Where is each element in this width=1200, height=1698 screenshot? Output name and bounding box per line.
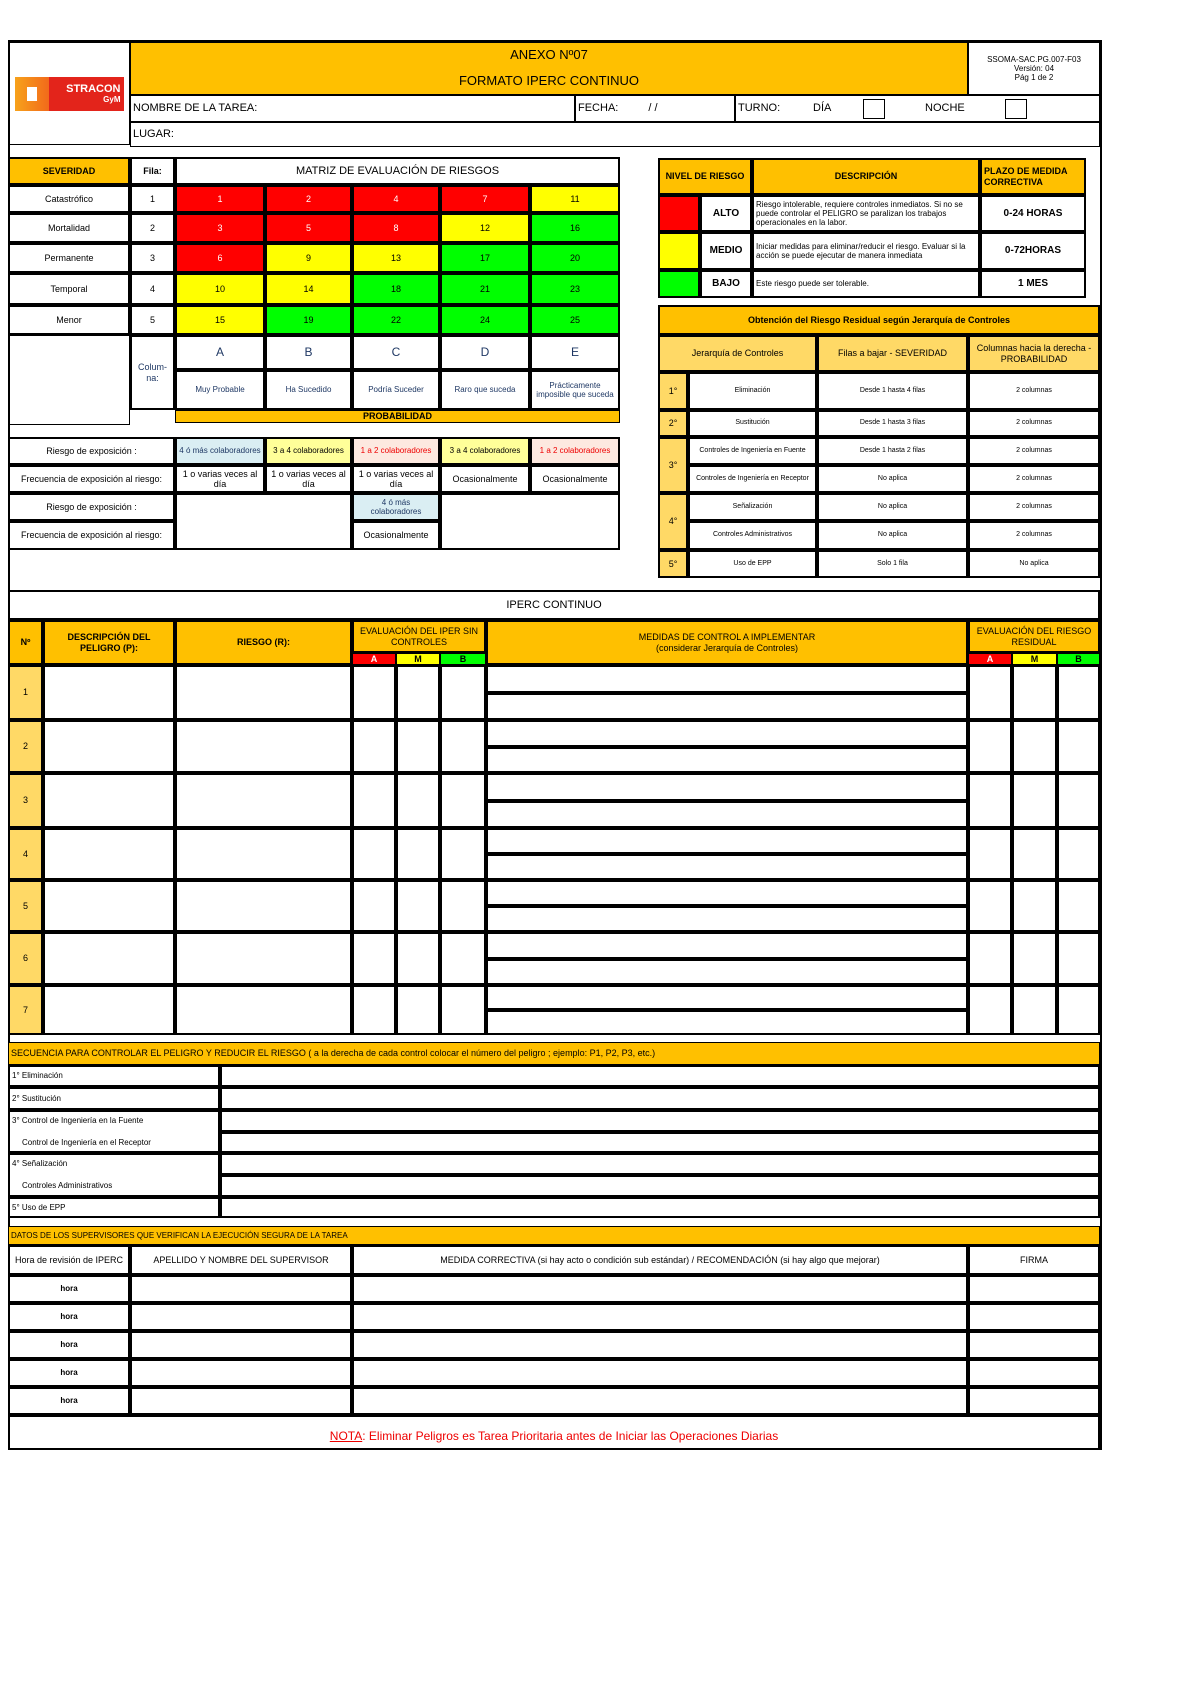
night-checkbox[interactable] xyxy=(1005,99,1027,119)
frequency-label: Frecuencia de exposición al riesgo: xyxy=(8,521,175,550)
risk-cell: 25 xyxy=(530,305,620,335)
severity-label: Menor xyxy=(8,305,130,335)
measure-input[interactable] xyxy=(486,906,968,932)
corrective-measure-input[interactable] xyxy=(352,1275,968,1303)
sequence-label: Controles Administrativos xyxy=(22,1181,113,1191)
severity-rows: Desde 1 hasta 4 filas xyxy=(817,372,968,410)
hierarchy-number: 1° xyxy=(658,372,688,410)
exposure-label: Riesgo de exposición : xyxy=(8,493,175,521)
exposure-value: 1 a 2 colaboradores xyxy=(530,437,620,465)
measure-input[interactable] xyxy=(486,665,968,693)
risk-cell: 2 xyxy=(265,185,352,213)
hazard-input[interactable] xyxy=(43,932,175,985)
eval-checkbox[interactable] xyxy=(352,665,396,720)
hierarchy-number: 5° xyxy=(658,550,688,578)
legend-description: Riesgo intolerable, requiere controles inmediatos. Si no se puede controlar el PELIGRO se paralizan los trabajos operacionales en la labor. xyxy=(752,195,980,232)
severity-header: SEVERIDAD xyxy=(8,157,130,185)
exposure-value: 4 ó más colaboradores xyxy=(352,493,440,521)
eval-checkbox[interactable] xyxy=(352,985,396,1035)
level-M: M xyxy=(396,653,440,665)
residual-checkbox[interactable] xyxy=(1012,720,1057,773)
residual-checkbox[interactable] xyxy=(1012,828,1057,880)
risk-cell: 16 xyxy=(530,213,620,243)
hazard-input[interactable] xyxy=(43,665,175,720)
legend-level-header: NIVEL DE RIESGO xyxy=(658,158,752,195)
hazard-input[interactable] xyxy=(43,828,175,880)
risk-input[interactable] xyxy=(175,720,352,773)
measure-input[interactable] xyxy=(486,828,968,854)
legend-color-swatch xyxy=(658,195,700,232)
risk-cell: 7 xyxy=(440,185,530,213)
legend-level: BAJO xyxy=(700,270,752,298)
probability-columns: 2 columnas xyxy=(968,465,1100,493)
severity-rows: No aplica xyxy=(817,493,968,521)
risk-cell: 1 xyxy=(175,185,265,213)
supervisor-header-h2: APELLIDO Y NOMBRE DEL SUPERVISOR xyxy=(130,1245,352,1275)
task-name-field[interactable]: NOMBRE DE LA TAREA: xyxy=(130,95,575,122)
risk-cell: 3 xyxy=(175,213,265,243)
exposure-label: Riesgo de exposición : xyxy=(8,437,175,465)
severity-label: Catastrófico xyxy=(8,185,130,213)
corrective-measure-input[interactable] xyxy=(352,1303,968,1331)
residual-checkbox[interactable] xyxy=(968,665,1012,720)
annex-number: ANEXO Nº07 xyxy=(510,47,588,63)
row-header: Fila: xyxy=(130,157,175,185)
probability-desc: Muy Probable xyxy=(175,370,265,410)
header-measures: MEDIDAS DE CONTROL A IMPLEMENTAR (considerar Jerarquía de Controles) xyxy=(486,620,968,665)
legend-level: ALTO xyxy=(700,195,752,232)
legend-term: 0-72HORAS xyxy=(980,232,1086,270)
measure-input[interactable] xyxy=(486,747,968,773)
risk-cell: 13 xyxy=(352,243,440,273)
eval-checkbox[interactable] xyxy=(440,665,486,720)
measure-input[interactable] xyxy=(486,959,968,985)
header-number: Nº xyxy=(8,620,43,665)
eval-checkbox[interactable] xyxy=(352,880,396,932)
severity-rows: No aplica xyxy=(817,465,968,493)
control-name: Señalización xyxy=(688,493,817,521)
sequence-label: Control de Ingeniería en el Receptor xyxy=(22,1137,151,1147)
shift-field: TURNO: DÍA NOCHE xyxy=(735,95,1100,122)
row-number: 2 xyxy=(8,720,43,773)
blank-cell xyxy=(440,493,620,550)
residual-header-severity: Filas a bajar - SEVERIDAD xyxy=(817,335,968,372)
exposure-value: 3 a 4 colaboradores xyxy=(265,437,352,465)
probability-columns: 2 columnas xyxy=(968,437,1100,465)
measure-input[interactable] xyxy=(486,801,968,828)
legend-term: 1 MES xyxy=(980,270,1086,298)
probability-columns: 2 columnas xyxy=(968,493,1100,521)
hierarchy-number: 4° xyxy=(658,493,688,550)
frequency-value: 1 o varias veces al día xyxy=(265,465,352,493)
risk-cell: 20 xyxy=(530,243,620,273)
column-letter: C xyxy=(352,335,440,370)
eval-checkbox[interactable] xyxy=(396,773,440,828)
eval-checkbox[interactable] xyxy=(440,773,486,828)
row-number: 1 xyxy=(130,185,175,213)
risk-input[interactable] xyxy=(175,932,352,985)
hazard-input[interactable] xyxy=(43,880,175,932)
column-letter: D xyxy=(440,335,530,370)
signature-input[interactable] xyxy=(968,1275,1100,1303)
signature-input[interactable] xyxy=(968,1331,1100,1359)
supervisor-header-h3: MEDIDA CORRECTIVA (si hay acto o condición sub estándar) / RECOMENDACIÓN (si hay algo que mejorar) xyxy=(352,1245,968,1275)
residual-checkbox[interactable] xyxy=(968,828,1012,880)
eval-checkbox[interactable] xyxy=(352,720,396,773)
risk-cell: 15 xyxy=(175,305,265,335)
eval-checkbox[interactable] xyxy=(396,665,440,720)
signature-input[interactable] xyxy=(968,1303,1100,1331)
row-number: 3 xyxy=(8,773,43,828)
eval-checkbox[interactable] xyxy=(396,720,440,773)
control-name: Sustitución xyxy=(688,410,817,437)
hazard-input[interactable] xyxy=(43,985,175,1035)
severity-label: Mortalidad xyxy=(8,213,130,243)
blank-cell xyxy=(175,493,352,550)
measure-input[interactable] xyxy=(486,854,968,880)
legend-description: Iniciar medidas para eliminar/reducir el riesgo. Evaluar si la acción se puede ejecutar de manera inmediata xyxy=(752,232,980,270)
sequence-label: 3° Control de Ingeniería en la Fuente xyxy=(12,1116,144,1126)
row-number: 6 xyxy=(8,932,43,985)
frequency-value: 1 o varias veces al día xyxy=(175,465,265,493)
exposure-value: 1 a 2 colaboradores xyxy=(352,437,440,465)
legend-term-header: PLAZO DE MEDIDA CORRECTIVA xyxy=(980,158,1086,195)
residual-checkbox[interactable] xyxy=(1057,665,1100,720)
eval-checkbox[interactable] xyxy=(396,828,440,880)
matrix-title: MATRIZ DE EVALUACIÓN DE RIESGOS xyxy=(175,157,620,185)
note-text: : Eliminar Peligros es Tarea Prioritaria antes de Iniciar las Operaciones Diarias xyxy=(362,1429,779,1444)
probability-desc: Prácticamente imposible que suceda xyxy=(530,370,620,410)
exposure-value: 4 ó más colaboradores xyxy=(175,437,265,465)
row-number: 7 xyxy=(8,985,43,1035)
residual-checkbox[interactable] xyxy=(1057,880,1100,932)
risk-cell: 22 xyxy=(352,305,440,335)
residual-checkbox[interactable] xyxy=(1012,665,1057,720)
risk-cell: 23 xyxy=(530,273,620,305)
residual-checkbox[interactable] xyxy=(968,932,1012,985)
severity-rows: Desde 1 hasta 3 filas xyxy=(817,410,968,437)
legend-description: Este riesgo puede ser tolerable. xyxy=(752,270,980,298)
stracon-logo: STRACON GyM xyxy=(15,77,124,111)
hierarchy-number: 2° xyxy=(658,410,688,437)
header-eval: EVALUACIÓN DEL IPER SIN CONTROLES xyxy=(352,620,486,653)
residual-checkbox[interactable] xyxy=(968,720,1012,773)
measure-input[interactable] xyxy=(486,985,968,1010)
sequence-label: 5° Uso de EPP xyxy=(12,1202,66,1212)
control-name: Controles de Ingeniería en Receptor xyxy=(688,465,817,493)
sequence-label: 1° Eliminación xyxy=(12,1071,63,1081)
residual-level-M: M xyxy=(1012,653,1057,665)
row-number: 5 xyxy=(8,880,43,932)
risk-input[interactable] xyxy=(175,773,352,828)
column-letter: A xyxy=(175,335,265,370)
row-number: 4 xyxy=(8,828,43,880)
row-number: 1 xyxy=(8,665,43,720)
risk-cell: 4 xyxy=(352,185,440,213)
form-title: FORMATO IPERC CONTINUO xyxy=(458,72,640,88)
eval-checkbox[interactable] xyxy=(440,880,486,932)
sequence-input[interactable] xyxy=(220,1087,1100,1110)
risk-input[interactable] xyxy=(175,665,352,720)
supervisor-header-h1: Hora de revisión de IPERC xyxy=(8,1245,130,1275)
risk-cell: 14 xyxy=(265,273,352,305)
level-A: A xyxy=(352,653,396,665)
supervisor-header-h4: FIRMA xyxy=(968,1245,1100,1275)
frequency-label: Frecuencia de exposición al riesgo: xyxy=(8,465,175,493)
header-risk: RIESGO (R): xyxy=(175,620,352,665)
probability-columns: No aplica xyxy=(968,550,1100,578)
residual-checkbox[interactable] xyxy=(1012,985,1057,1035)
measure-input[interactable] xyxy=(486,693,968,720)
supervisor-name-input[interactable] xyxy=(130,1359,352,1387)
control-name: Uso de EPP xyxy=(688,550,817,578)
document-code: SSOMA-SAC.PG.007-F03 Versión: 04 Pág 1 de 2 xyxy=(968,42,1100,95)
severity-rows: Solo 1 fila xyxy=(817,550,968,578)
probability-label: PROBABILIDAD xyxy=(175,410,620,423)
risk-cell: 12 xyxy=(440,213,530,243)
hour-label: hora xyxy=(8,1359,130,1387)
hour-label: hora xyxy=(8,1331,130,1359)
frequency-value: Ocasionalmente xyxy=(440,465,530,493)
level-B: B xyxy=(440,653,486,665)
supervisor-name-input[interactable] xyxy=(130,1331,352,1359)
column-label: Colum-na: xyxy=(130,335,175,410)
probability-desc: Podría Suceder xyxy=(352,370,440,410)
eval-checkbox[interactable] xyxy=(352,773,396,828)
eval-checkbox[interactable] xyxy=(352,828,396,880)
probability-columns: 2 columnas xyxy=(968,521,1100,550)
logo-area xyxy=(8,42,130,145)
supervisor-name-input[interactable] xyxy=(130,1303,352,1331)
risk-cell: 10 xyxy=(175,273,265,305)
row-number: 5 xyxy=(130,305,175,335)
residual-checkbox[interactable] xyxy=(1057,720,1100,773)
hierarchy-number: 3° xyxy=(658,437,688,493)
risk-cell: 9 xyxy=(265,243,352,273)
residual-checkbox[interactable] xyxy=(1012,880,1057,932)
risk-cell: 6 xyxy=(175,243,265,273)
severity-label: Temporal xyxy=(8,273,130,305)
risk-cell: 21 xyxy=(440,273,530,305)
risk-input[interactable] xyxy=(175,985,352,1035)
probability-desc: Ha Sucedido xyxy=(265,370,352,410)
residual-checkbox[interactable] xyxy=(1057,828,1100,880)
day-checkbox[interactable] xyxy=(863,99,885,119)
iperc-title: IPERC CONTINUO xyxy=(8,590,1100,620)
probability-columns: 2 columnas xyxy=(968,410,1100,437)
severity-label: Permanente xyxy=(8,243,130,273)
exposure-value: 3 a 4 colaboradores xyxy=(440,437,530,465)
matrix-blank xyxy=(8,335,130,425)
corrective-measure-input[interactable] xyxy=(352,1387,968,1415)
note xyxy=(8,1415,1100,1450)
signature-input[interactable] xyxy=(968,1387,1100,1415)
control-name: Controles de Ingeniería en Fuente xyxy=(688,437,817,465)
sequence-input[interactable] xyxy=(220,1065,1100,1087)
legend-desc-header: DESCRIPCIÓN xyxy=(752,158,980,195)
hour-label: hora xyxy=(8,1303,130,1331)
risk-cell: 11 xyxy=(530,185,620,213)
row-number: 3 xyxy=(130,243,175,273)
residual-checkbox[interactable] xyxy=(1012,932,1057,985)
control-name: Eliminación xyxy=(688,372,817,410)
measure-input[interactable] xyxy=(486,773,968,801)
eval-checkbox[interactable] xyxy=(440,720,486,773)
severity-rows: No aplica xyxy=(817,521,968,550)
supervisors-title: DATOS DE LOS SUPERVISORES QUE VERIFICAN LA EJECUCIÓN SEGURA DE LA TAREA xyxy=(8,1226,1100,1245)
residual-level-A: A xyxy=(968,653,1012,665)
row-number: 4 xyxy=(130,273,175,305)
eval-checkbox[interactable] xyxy=(396,985,440,1035)
measure-input[interactable] xyxy=(486,1010,968,1035)
sequence-input[interactable] xyxy=(220,1153,1100,1175)
residual-level-B: B xyxy=(1057,653,1100,665)
eval-checkbox[interactable] xyxy=(396,932,440,985)
risk-input[interactable] xyxy=(175,880,352,932)
note-label: NOTA xyxy=(329,1429,363,1444)
residual-checkbox[interactable] xyxy=(1057,932,1100,985)
residual-checkbox[interactable] xyxy=(968,985,1012,1035)
risk-cell: 19 xyxy=(265,305,352,335)
column-letter: B xyxy=(265,335,352,370)
hour-label: hora xyxy=(8,1275,130,1303)
sequence-title: SECUENCIA PARA CONTROLAR EL PELIGRO Y REDUCIR EL RIESGO ( a la derecha de cada control colocar el número del peligro ; ejemplo: P1, P2, P3, etc.) xyxy=(8,1042,1100,1065)
risk-cell: 8 xyxy=(352,213,440,243)
eval-checkbox[interactable] xyxy=(440,932,486,985)
control-name: Controles Administrativos xyxy=(688,521,817,550)
residual-checkbox[interactable] xyxy=(1012,773,1057,828)
severity-rows: Desde 1 hasta 2 filas xyxy=(817,437,968,465)
eval-checkbox[interactable] xyxy=(440,985,486,1035)
risk-input[interactable] xyxy=(175,828,352,880)
risk-cell: 24 xyxy=(440,305,530,335)
supervisor-name-input[interactable] xyxy=(130,1387,352,1415)
hazard-input[interactable] xyxy=(43,720,175,773)
corrective-measure-input[interactable] xyxy=(352,1331,968,1359)
legend-color-swatch xyxy=(658,232,700,270)
supervisor-name-input[interactable] xyxy=(130,1275,352,1303)
residual-title: Obtención del Riesgo Residual según Jerarquía de Controles xyxy=(658,305,1100,335)
legend-term: 0-24 HORAS xyxy=(980,195,1086,232)
row-number: 2 xyxy=(130,213,175,243)
legend-color-swatch xyxy=(658,270,700,298)
header-hazard: DESCRIPCIÓN DEL PELIGRO (P): xyxy=(43,620,175,665)
hazard-input[interactable] xyxy=(43,773,175,828)
frequency-value: Ocasionalmente xyxy=(530,465,620,493)
date-field[interactable]: FECHA: / / xyxy=(575,95,735,122)
title-block xyxy=(130,42,968,95)
sequence-label: 2° Sustitución xyxy=(12,1093,62,1103)
sequence-label: 4° Señalización xyxy=(12,1159,68,1169)
residual-checkbox[interactable] xyxy=(1057,773,1100,828)
residual-header-probability: Columnas hacia la derecha - PROBABILIDAD xyxy=(968,335,1100,372)
signature-input[interactable] xyxy=(968,1359,1100,1387)
frequency-value: Ocasionalmente xyxy=(352,521,440,550)
risk-cell: 17 xyxy=(440,243,530,273)
residual-checkbox[interactable] xyxy=(968,880,1012,932)
column-letter: E xyxy=(530,335,620,370)
measure-input[interactable] xyxy=(486,880,968,906)
sequence-input[interactable] xyxy=(220,1175,1100,1197)
risk-cell: 5 xyxy=(265,213,352,243)
eval-checkbox[interactable] xyxy=(440,828,486,880)
eval-checkbox[interactable] xyxy=(396,880,440,932)
sequence-input[interactable] xyxy=(220,1110,1100,1132)
probability-columns: 2 columnas xyxy=(968,372,1100,410)
sequence-input[interactable] xyxy=(220,1197,1100,1218)
residual-checkbox[interactable] xyxy=(968,773,1012,828)
probability-desc: Raro que suceda xyxy=(440,370,530,410)
measure-input[interactable] xyxy=(486,932,968,959)
hour-label: hora xyxy=(8,1387,130,1415)
risk-cell: 18 xyxy=(352,273,440,305)
measure-input[interactable] xyxy=(486,720,968,747)
header-residual: EVALUACIÓN DEL RIESGO RESIDUAL xyxy=(968,620,1100,653)
residual-checkbox[interactable] xyxy=(1057,985,1100,1035)
legend-level: MEDIO xyxy=(700,232,752,270)
eval-checkbox[interactable] xyxy=(352,932,396,985)
residual-header-hierarchy: Jerarquía de Controles xyxy=(658,335,817,372)
place-field[interactable]: LUGAR: xyxy=(130,122,1100,147)
frequency-value: 1 o varias veces al día xyxy=(352,465,440,493)
corrective-measure-input[interactable] xyxy=(352,1359,968,1387)
sequence-input[interactable] xyxy=(220,1132,1100,1153)
